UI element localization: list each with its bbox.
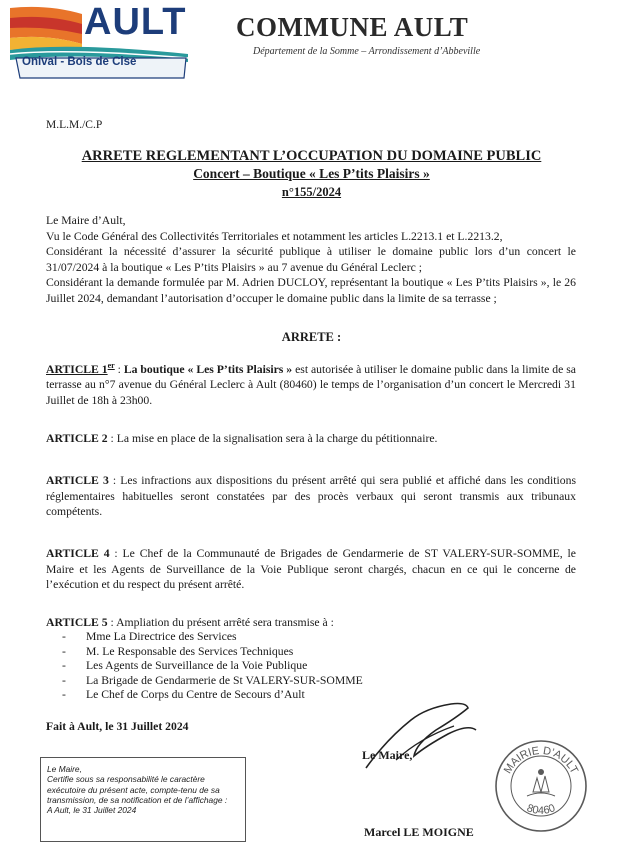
article-3 bbox=[46, 473, 576, 520]
article-sep: : bbox=[114, 362, 124, 376]
reference-code: M.L.M./C.P bbox=[46, 119, 103, 131]
article-sep: : bbox=[109, 547, 123, 560]
distribution-list bbox=[62, 630, 363, 703]
commune-title: COMMUNE AULT bbox=[236, 12, 469, 42]
mayor-name: Marcel LE MOIGNE bbox=[364, 825, 474, 839]
article-text: Les infractions aux dispositions du présent arrêté qui sera publié et affiché dans les conditions réglementaires habituelles seront constatées par des procès verbaux qui seront transmis aux tribunaux compétents. bbox=[46, 474, 576, 518]
mayor-role: Le Maire, bbox=[362, 748, 413, 762]
list-item: - Les Agents de Surveillance de la Voie Publique bbox=[62, 659, 363, 674]
list-item: - La Brigade de Gendarmerie de St VALERY-SUR-SOMME bbox=[62, 674, 363, 689]
cert-line: Le Maire, bbox=[47, 764, 82, 774]
preamble-line: Le Maire d’Ault, bbox=[46, 214, 126, 227]
article-label: ARTICLE 5 bbox=[46, 616, 108, 629]
article-4 bbox=[46, 546, 576, 593]
list-item: - Mme La Directrice des Services bbox=[62, 630, 363, 645]
article-text: Le Chef de la Communauté de Brigades de Gendarmerie de ST VALERY-SUR-SOMME, le Maire et les Agents de Surveillance de la Voie Publique seront chargés, chacun en ce qui le concerne de l’exécution et du respect du présent arrêté. bbox=[46, 547, 576, 591]
commune-subtitle: Département de la Somme – Arrondissement d’Abbeville bbox=[253, 46, 481, 57]
list-item: - M. Le Responsable des Services Techniques bbox=[62, 645, 363, 660]
article-text: est autorisée à utiliser le domaine public dans la limite de sa terrasse au n°7 avenue du Général Leclerc à Ault (80460) le temps de l’organisation d’un concert le Mercredi 31 Juillet de 18h à 23h00. bbox=[46, 362, 576, 407]
cert-line: A Ault, le 31 Juillet 2024 bbox=[47, 805, 137, 816]
stamp-top-text: MAIRIE D’AULT bbox=[501, 744, 581, 776]
logo-subtitle: Onival - Bois de Cise bbox=[22, 56, 137, 68]
cert-line: Certifie sous sa responsabilité le caractère exécutoire du présent acte, compte-tenu de sa transmission, de sa notification et de l’affichage : bbox=[47, 774, 228, 805]
article-text: La mise en place de la signalisation sera à la charge du pétitionnaire. bbox=[116, 432, 438, 445]
preamble-line: Considérant la nécessité d’assurer la sécurité publique à utiliser le domaine public lors d’un concert le 31/07/2024 à la boutique « Les P’tits Plaisirs » au 7 avenue du Général Leclerc ; bbox=[46, 245, 576, 274]
preamble-line: Considérant la demande formulée par M. Adrien DUCLOY, représentant la boutique « Les P’tits Plaisirs », le 26 Juillet 2024, demandant l’autorisation d’occuper le domaine public dans la limite de sa terrasse ; bbox=[46, 276, 576, 305]
decree-subject: Concert – Boutique « Les P’tits Plaisirs » bbox=[193, 166, 430, 181]
official-stamp bbox=[493, 738, 589, 834]
article-sep: : bbox=[108, 474, 121, 487]
preamble bbox=[46, 213, 576, 306]
article-label: ARTICLE 3 bbox=[46, 474, 109, 487]
article-label: ARTICLE 1 bbox=[46, 362, 108, 376]
place-date: Fait à Ault, le 31 Juillet 2024 bbox=[46, 720, 189, 733]
decree-title: ARRETE REGLEMENTANT L’OCCUPATION DU DOMAINE PUBLIC bbox=[81, 148, 542, 164]
decree-number: n°155/2024 bbox=[281, 185, 342, 199]
article-bold-lead: La boutique « Les P’tits Plaisirs » bbox=[123, 362, 293, 376]
article-text: Ampliation du présent arrêté sera transmise à : bbox=[116, 616, 334, 629]
logo-name: AULT bbox=[84, 1, 187, 43]
list-item: - Le Chef de Corps du Centre de Secours d’Ault bbox=[62, 688, 363, 703]
article-label: ARTICLE 4 bbox=[46, 547, 110, 560]
preamble-line: Vu le Code Général des Collectivités Territoriales et notamment les articles L.2213.1 et L.2213.2, bbox=[46, 229, 503, 243]
article-sep: : bbox=[107, 616, 117, 629]
article-2 bbox=[46, 431, 576, 447]
arrete-heading: ARRETE : bbox=[281, 330, 342, 344]
stamp-bottom-text: 80460 bbox=[525, 802, 557, 817]
article-label-sup: er bbox=[107, 361, 115, 370]
article-1 bbox=[46, 358, 576, 408]
article-sep: : bbox=[107, 432, 117, 445]
certification-box bbox=[40, 757, 246, 842]
article-label: ARTICLE 2 bbox=[46, 432, 108, 445]
article-5 bbox=[46, 615, 576, 631]
